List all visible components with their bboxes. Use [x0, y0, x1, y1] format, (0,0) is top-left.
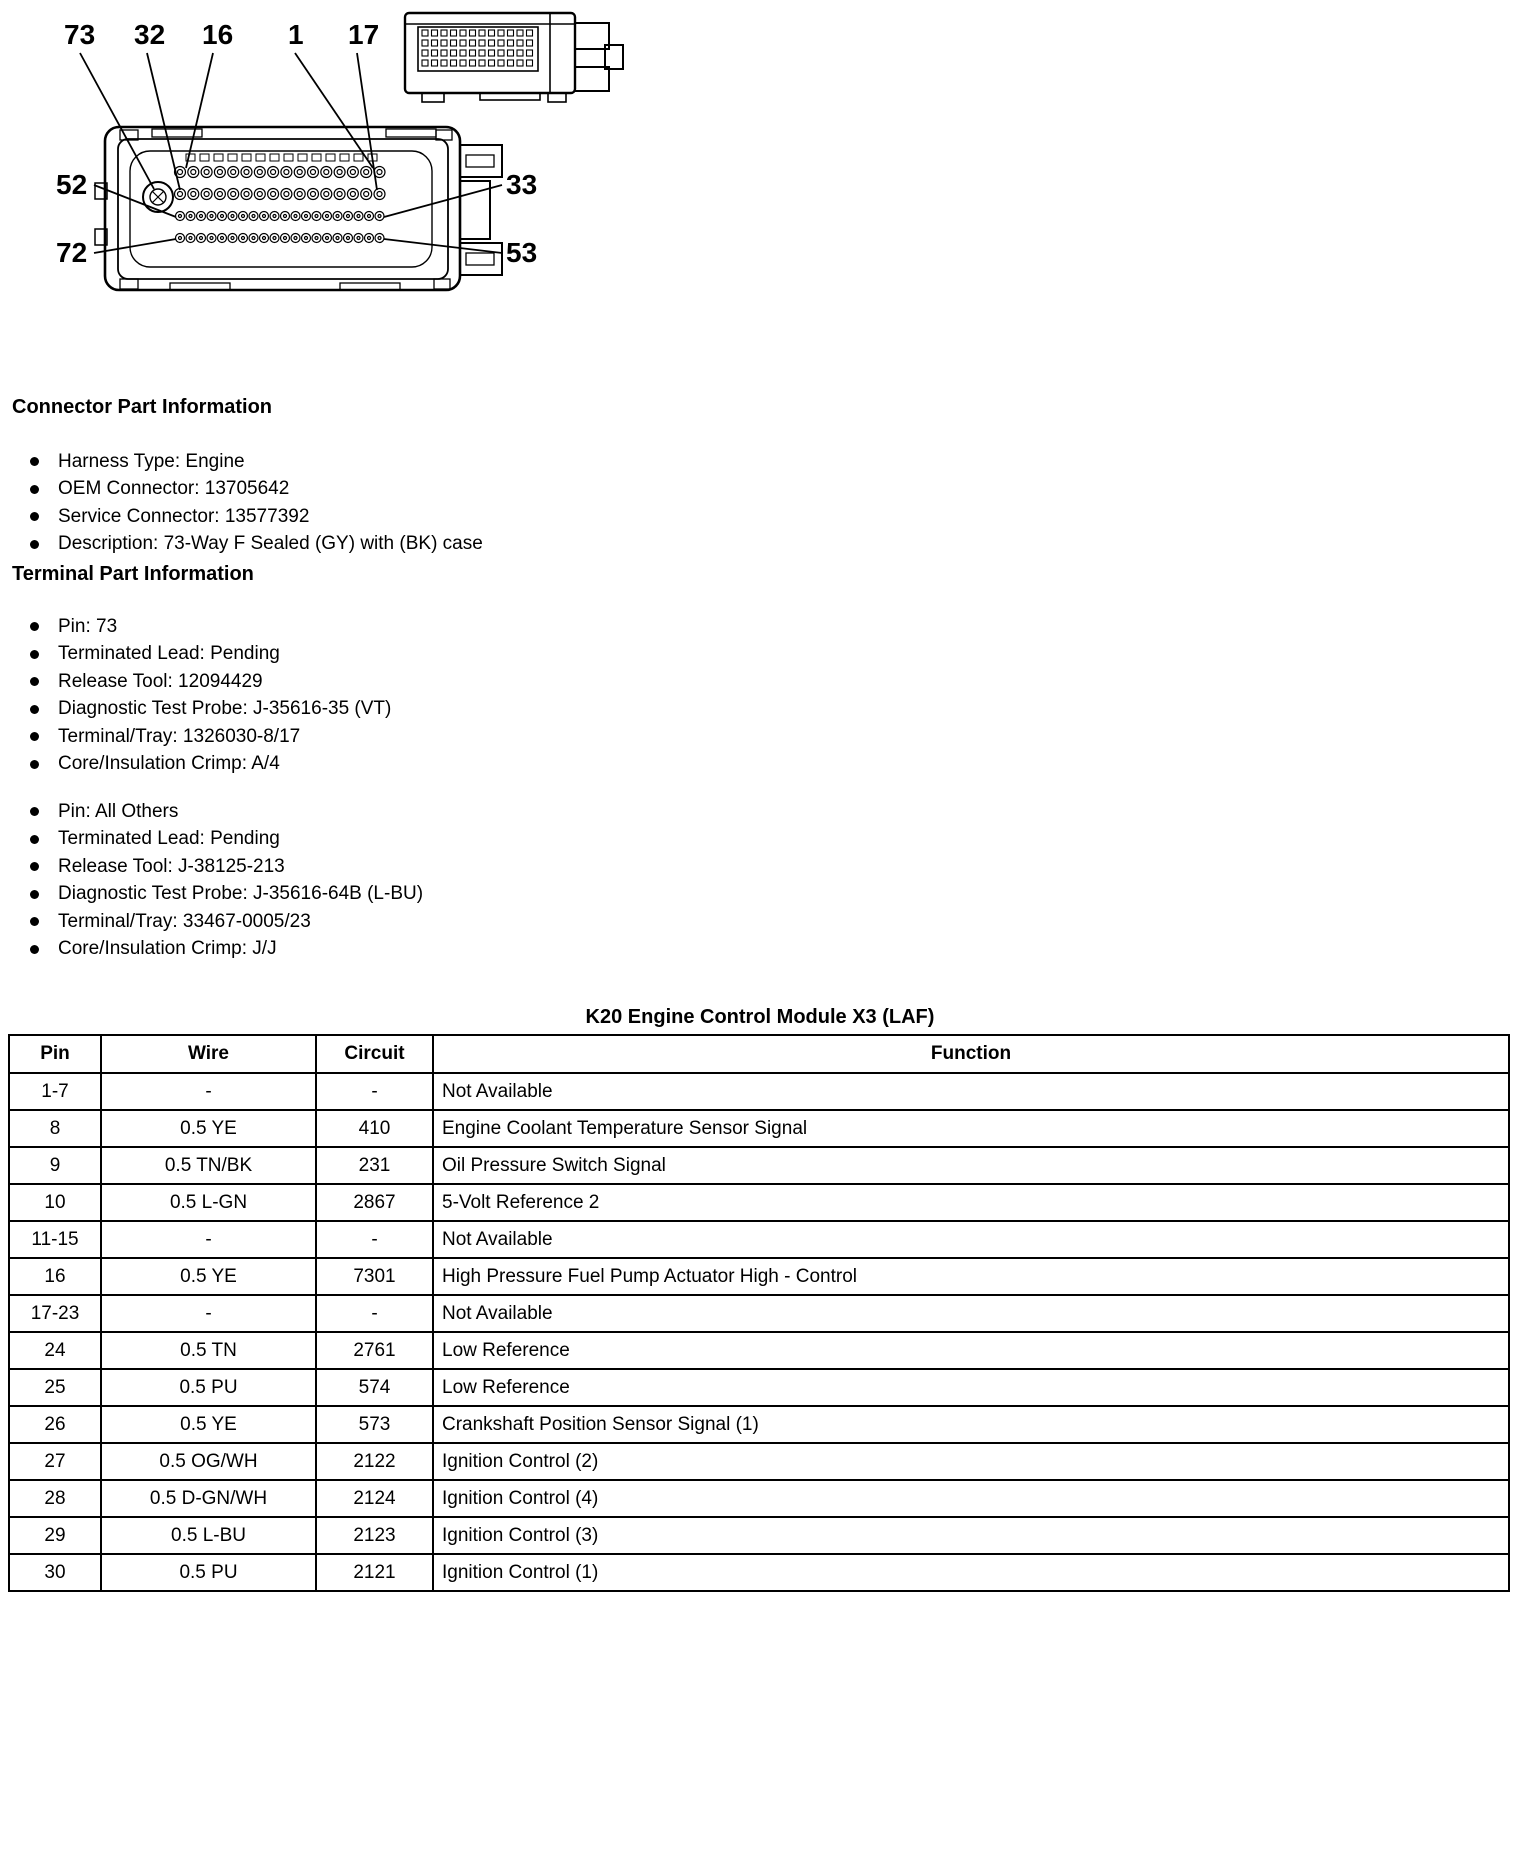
table-row: [9, 1406, 1509, 1443]
circuit-cell: 7301: [316, 1258, 433, 1295]
pin-cell: 27: [9, 1443, 101, 1480]
bullet-icon: [30, 835, 39, 844]
pin-cell: 16: [9, 1258, 101, 1295]
wire-cell: 0.5 PU: [101, 1554, 316, 1591]
function-cell: Ignition Control (1): [433, 1554, 1509, 1591]
pin-callout-16: 16: [202, 19, 234, 50]
wire-cell: -: [101, 1221, 316, 1258]
column-header: Function: [433, 1035, 1509, 1073]
wire-cell: 0.5 L-BU: [101, 1517, 316, 1554]
pin-cell: 25: [9, 1369, 101, 1406]
terminal-info-group-pin73: [30, 613, 391, 778]
bullet-icon: [30, 705, 39, 714]
column-header: Circuit: [316, 1035, 433, 1073]
connector-part-info-list: [30, 448, 483, 558]
wire-cell: 0.5 D-GN/WH: [101, 1480, 316, 1517]
table-row: [9, 1517, 1509, 1554]
pin-callout-1: 1: [288, 19, 304, 50]
terminal-info-item: [30, 641, 391, 669]
terminal-info-item-text: Terminal/Tray: 33467-0005/23: [58, 910, 311, 932]
terminal-part-info-heading: Terminal Part Information: [12, 563, 254, 585]
bullet-icon: [30, 890, 39, 899]
function-cell: Not Available: [433, 1221, 1509, 1258]
bullet-icon: [30, 760, 39, 769]
terminal-info-item: [30, 881, 423, 909]
terminal-info-item-text: Core/Insulation Crimp: A/4: [58, 753, 280, 775]
terminal-info-item-text: Terminal/Tray: 1326030-8/17: [58, 725, 301, 747]
function-cell: Oil Pressure Switch Signal: [433, 1147, 1509, 1184]
bullet-icon: [30, 485, 39, 494]
wire-cell: 0.5 L-GN: [101, 1184, 316, 1221]
bullet-icon: [30, 512, 39, 521]
connector-info-item: [30, 448, 483, 476]
table-row: [9, 1221, 1509, 1258]
pin-callout-17: 17: [348, 19, 380, 50]
table-row: [9, 1147, 1509, 1184]
wire-cell: 0.5 YE: [101, 1406, 316, 1443]
terminal-info-item: [30, 853, 423, 881]
terminal-info-item: [30, 826, 423, 854]
connector-info-item: [30, 531, 483, 559]
circuit-cell: 2867: [316, 1184, 433, 1221]
bullet-icon: [30, 732, 39, 741]
table-row: [9, 1369, 1509, 1406]
terminal-info-item-text: Terminated Lead: Pending: [58, 643, 280, 665]
function-cell: Ignition Control (3): [433, 1517, 1509, 1554]
column-header: Pin: [9, 1035, 101, 1073]
bullet-icon: [30, 945, 39, 954]
table-row: [9, 1110, 1509, 1147]
terminal-info-item: [30, 696, 391, 724]
terminal-info-item-text: Release Tool: 12094429: [58, 670, 263, 692]
table-title: K20 Engine Control Module X3 (LAF): [585, 1006, 935, 1028]
slot-row: [186, 154, 377, 161]
connector-info-item-text: Harness Type: Engine: [58, 450, 245, 472]
pin-callout-73: 73: [64, 19, 96, 50]
circuit-cell: -: [316, 1073, 433, 1110]
circuit-cell: 231: [316, 1147, 433, 1184]
pinout-table: [8, 1034, 1510, 1592]
circuit-cell: 574: [316, 1369, 433, 1406]
table-row: [9, 1443, 1509, 1480]
circuit-cell: -: [316, 1221, 433, 1258]
table-row: [9, 1295, 1509, 1332]
connector-info-item-text: OEM Connector: 13705642: [58, 478, 290, 500]
pin-cell: 8: [9, 1110, 101, 1147]
callout-leader-lines: [80, 53, 502, 253]
circuit-cell: 2124: [316, 1480, 433, 1517]
table-header-row: [9, 1035, 1509, 1073]
table-row: [9, 1332, 1509, 1369]
pin-callout-53: 53: [506, 237, 538, 268]
terminal-info-item: [30, 798, 423, 826]
bullet-icon: [30, 650, 39, 659]
bullet-icon: [30, 807, 39, 816]
connector-info-item-text: Service Connector: 13577392: [58, 505, 310, 527]
terminal-info-item: [30, 751, 391, 779]
wire-cell: 0.5 TN: [101, 1332, 316, 1369]
bullet-icon: [30, 677, 39, 686]
pin-cell: 29: [9, 1517, 101, 1554]
wire-cell: -: [101, 1295, 316, 1332]
bullet-icon: [30, 622, 39, 631]
terminal-info-item: [30, 613, 391, 641]
iso-pin-grid: [422, 30, 533, 66]
connector-info-item: [30, 503, 483, 531]
pin-cell: 26: [9, 1406, 101, 1443]
pin-cell: 9: [9, 1147, 101, 1184]
function-cell: 5-Volt Reference 2: [433, 1184, 1509, 1221]
terminal-info-item-text: Release Tool: J-38125-213: [58, 855, 285, 877]
table-row: [9, 1554, 1509, 1591]
function-cell: Ignition Control (4): [433, 1480, 1509, 1517]
connector-info-item: [30, 476, 483, 504]
wire-cell: 0.5 YE: [101, 1110, 316, 1147]
column-header: Wire: [101, 1035, 316, 1073]
connector-info-item-text: Description: 73-Way F Sealed (GY) with (BK) case: [58, 533, 483, 555]
pin-73-terminal: [143, 182, 173, 212]
function-cell: Crankshaft Position Sensor Signal (1): [433, 1406, 1509, 1443]
circuit-cell: -: [316, 1295, 433, 1332]
function-cell: Engine Coolant Temperature Sensor Signal: [433, 1110, 1509, 1147]
pin-cell: 17-23: [9, 1295, 101, 1332]
bullet-icon: [30, 540, 39, 549]
circuit-cell: 2121: [316, 1554, 433, 1591]
terminal-info-item: [30, 908, 423, 936]
terminal-info-item-text: Diagnostic Test Probe: J-35616-64B (L-BU): [58, 883, 424, 905]
terminal-info-item-text: Terminated Lead: Pending: [58, 828, 280, 850]
pin-cell: 30: [9, 1554, 101, 1591]
terminal-info-item: [30, 936, 423, 964]
pin-cell: 10: [9, 1184, 101, 1221]
wire-cell: -: [101, 1073, 316, 1110]
pin-field: [175, 167, 386, 243]
circuit-cell: 2122: [316, 1443, 433, 1480]
function-cell: Not Available: [433, 1295, 1509, 1332]
circuit-cell: 573: [316, 1406, 433, 1443]
pin-callout-32: 32: [134, 19, 166, 50]
circuit-cell: 2123: [316, 1517, 433, 1554]
pin-callout-72: 72: [56, 237, 88, 268]
terminal-info-item-text: Pin: 73: [58, 615, 118, 637]
function-cell: Low Reference: [433, 1332, 1509, 1369]
function-cell: High Pressure Fuel Pump Actuator High - Control: [433, 1258, 1509, 1295]
pin-cell: 11-15: [9, 1221, 101, 1258]
bullet-icon: [30, 457, 39, 466]
wire-cell: 0.5 TN/BK: [101, 1147, 316, 1184]
pin-cell: 1-7: [9, 1073, 101, 1110]
pin-callout-33: 33: [506, 169, 538, 200]
function-cell: Low Reference: [433, 1369, 1509, 1406]
pin-cell: 28: [9, 1480, 101, 1517]
terminal-info-item-text: Diagnostic Test Probe: J-35616-35 (VT): [58, 698, 392, 720]
terminal-info-item-text: Core/Insulation Crimp: J/J: [58, 938, 277, 960]
terminal-info-group-all-others: [30, 798, 423, 963]
table-row: [9, 1073, 1509, 1110]
connector-line-art: [50, 5, 710, 320]
table-row: [9, 1258, 1509, 1295]
bullet-icon: [30, 917, 39, 926]
pin-cell: 24: [9, 1332, 101, 1369]
circuit-cell: 410: [316, 1110, 433, 1147]
terminal-info-item: [30, 668, 391, 696]
wire-cell: 0.5 YE: [101, 1258, 316, 1295]
table-row: [9, 1184, 1509, 1221]
circuit-cell: 2761: [316, 1332, 433, 1369]
function-cell: Not Available: [433, 1073, 1509, 1110]
terminal-info-item-text: Pin: All Others: [58, 800, 179, 822]
connector-diagram: [50, 5, 710, 320]
table-row: [9, 1480, 1509, 1517]
wire-cell: 0.5 OG/WH: [101, 1443, 316, 1480]
bullet-icon: [30, 862, 39, 871]
terminal-info-item: [30, 723, 391, 751]
pin-callout-52: 52: [56, 169, 88, 200]
wire-cell: 0.5 PU: [101, 1369, 316, 1406]
connector-part-info-heading: Connector Part Information: [12, 396, 273, 418]
function-cell: Ignition Control (2): [433, 1443, 1509, 1480]
